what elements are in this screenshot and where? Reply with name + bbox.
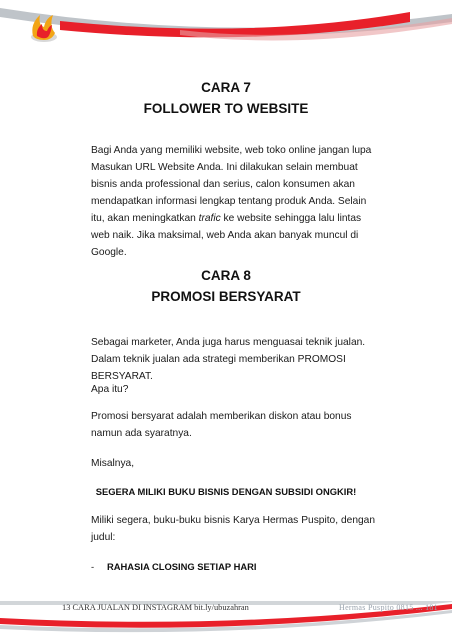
footer-watermark: Hermas Puspito 0815 ... 181 [339,603,438,612]
section7-text-end: ke website sehingga lalu lintas web naik. Jika maksimal, web Anda akan banyak muncul di Google. [91,213,362,258]
footer-text: 13 CARA JUALAN DI INSTAGRAM bit.ly/ubuzahran [62,603,249,612]
section8-paragraph-3: Promosi bersyarat adalah memberikan diskon atau bonus namun ada syaratnya. [91,411,352,439]
section8-paragraph-5: Miliki segera, buku-buku bisnis Karya Hermas Puspito, dengan judul: [91,515,375,543]
section8-title: CARA 8 [201,268,251,283]
section8-subtitle: PROMOSI BERSYARAT [151,289,301,304]
section7-subtitle: FOLLOWER TO WEBSITE [143,101,309,116]
section7-paragraph [91,142,375,261]
section8-highlight: SEGERA MILIKI BUKU BISNIS DENGAN SUBSIDI ONGKIR! [95,486,357,497]
section8-paragraph-1: Sebagai marketer, Anda juga harus menguasai teknik jualan. Dalam teknik jualan ada strategi memberikan PROMOSI BERSYARAT. [91,337,366,382]
bullet-dash: - [91,561,95,572]
list-item [91,561,375,572]
section7-title: CARA 7 [201,80,251,95]
section8-paragraph-2: Apa itu? [91,384,129,395]
bullet-text: RAHASIA CLOSING SETIAP HARI [107,561,257,572]
section7-text-start: Bagi Anda yang memiliki website, web toko online jangan lupa Masukan URL Website Anda. Ini dilakukan selain membuat bisnis anda professional dan serius, calon konsumen akan mendapatkan informasi lengkap tentang produk Anda. Selain itu, akan meningkatkan [91,145,372,224]
header-banner [0,0,452,52]
section7-emphasis: trafic [198,213,221,224]
section8-paragraph-4: Misalnya, [91,458,135,469]
